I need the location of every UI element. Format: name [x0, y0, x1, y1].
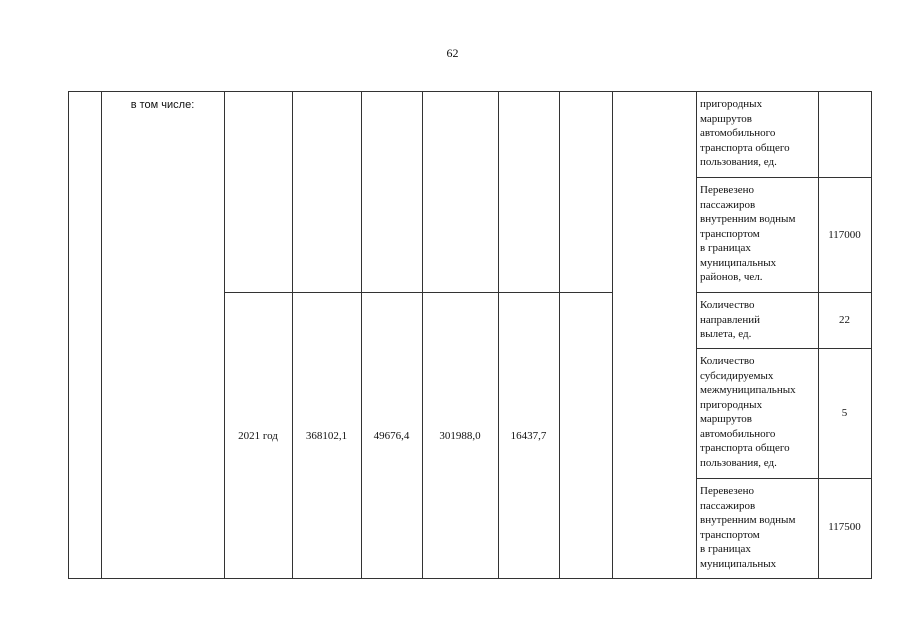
col-line-11 [871, 91, 872, 579]
subheading: в том числе: [130, 99, 195, 111]
page-number: 62 [446, 46, 459, 60]
indicator-label-3: Количество субсидируемых межмуниципальных пригородных маршрутов автомобильного транспорта общего пользования, ед. [700, 355, 796, 469]
table-bottom-border [68, 578, 872, 579]
indicator-value-2: 22 [839, 314, 850, 326]
table-top-border [68, 91, 872, 92]
col-line-0 [68, 91, 69, 579]
col-line-6 [498, 91, 499, 579]
indicator-value-4: 117500 [828, 521, 861, 533]
indicator-value-1: 117000 [828, 229, 861, 241]
col-line-4 [361, 91, 362, 579]
indicator-label-1: Перевезено пассажиров внутренним водным транспортом в границах муниципальных районов, чел. [700, 184, 796, 283]
row-divider-year [224, 292, 612, 293]
year-value-3: 301988,0 [439, 430, 481, 442]
indicator-label-2: Количество направлений вылета, ед. [700, 299, 760, 340]
indicator-value-3: 5 [841, 407, 848, 419]
col-line-3 [292, 91, 293, 579]
col-line-1 [101, 91, 102, 579]
col-line-8 [612, 91, 613, 579]
row-divider-indicator-2 [696, 292, 872, 293]
row-divider-indicator-3 [696, 348, 872, 349]
col-line-7 [559, 91, 560, 579]
row-divider-indicator-1 [696, 177, 872, 178]
col-line-10 [818, 91, 819, 579]
year-value-4: 16437,7 [510, 430, 547, 442]
col-line-9 [696, 91, 697, 579]
indicator-label-0: пригородных маршрутов автомобильного транспорта общего пользования, ед. [700, 98, 790, 168]
year-value-total: 368102,1 [305, 430, 348, 442]
year-label: 2021 год [238, 430, 278, 442]
col-line-2 [224, 91, 225, 579]
col-line-5 [422, 91, 423, 579]
indicator-label-4: Перевезено пассажиров внутренним водным транспортом в границах муниципальных [700, 485, 796, 570]
year-value-2: 49676,4 [373, 430, 410, 442]
row-divider-indicator-4 [696, 478, 872, 479]
